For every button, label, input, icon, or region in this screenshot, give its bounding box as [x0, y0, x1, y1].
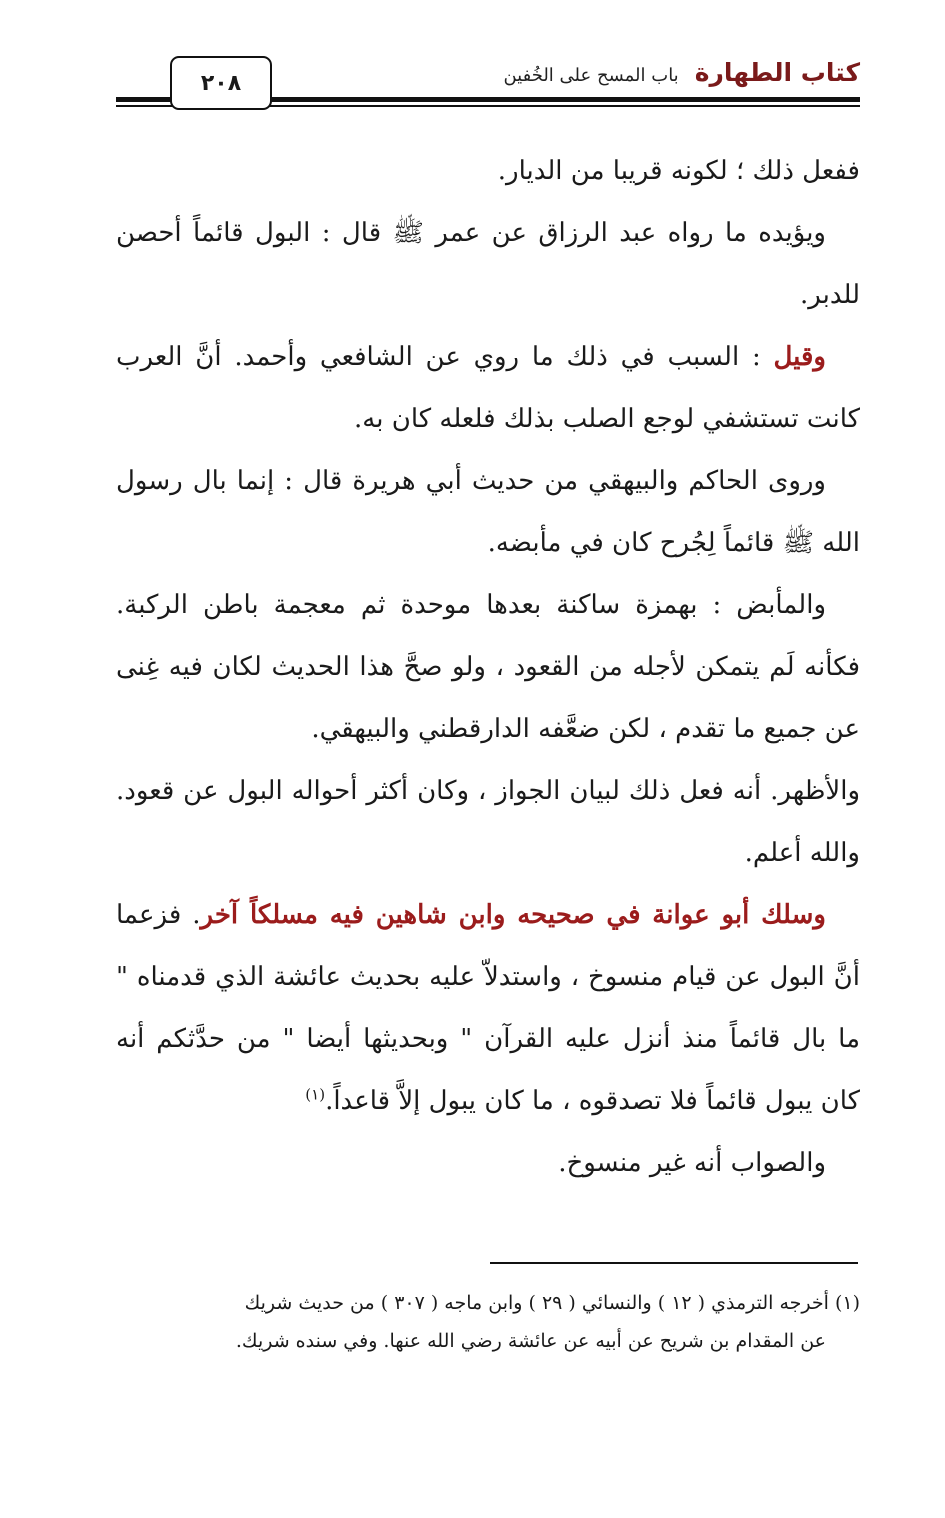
running-head	[503, 58, 860, 87]
paragraph-7	[116, 884, 860, 1132]
paragraph-3	[116, 326, 860, 450]
footnote-separator	[490, 1262, 858, 1264]
highlight-lead: وسلك أبو عوانة في صحيحه وابن شاهين فيه مسلكاً آخر	[200, 900, 826, 930]
paragraph-4: وروى الحاكم والبيهقي من حديث أبي هريرة قال : إنما بال رسول الله ﷺ قائماً لِجُرح كان في مأبضه.	[116, 466, 860, 558]
paragraph-3-text: : السبب في ذلك ما روي عن الشافعي وأحمد. أنَّ العرب كانت تستشفي لوجع الصلب بذلك فلعله كان به.	[116, 342, 860, 434]
book-title: كتاب الطهارة	[694, 58, 860, 87]
highlight-lead: وقيل	[773, 342, 826, 372]
paragraph-7-text: . فزعما أنَّ البول عن قيام منسوخ ، واستدلاّ عليه بحديث عائشة الذي قدمناه " ما بال قائماً منذ أنزل عليه القرآن " وبحديثها أيضا " من حدَّثكم أنه كان يبول قائماً فلا تصدقوه ، ما كان يبول إلاَّ قاعداً.	[116, 900, 860, 1116]
page-header	[116, 54, 860, 110]
main-text	[116, 140, 860, 1194]
footnotes	[116, 1284, 860, 1360]
page-number: ٢٠٨	[170, 56, 272, 110]
paragraph-1: ففعل ذلك ؛ لكونه قريبا من الديار.	[497, 156, 860, 186]
chapter-title: باب المسح على الخُفين	[503, 65, 679, 86]
paragraph-5: والمأبض : بهمزة ساكنة بعدها موحدة ثم معجمة باطن الركبة. فكأنه لَم يتمكن لأجله من القعود ، ولو صحَّ هذا الحديث لكان فيه غِنى عن جميع ما تقدم ، لكن ضعَّفه الدارقطني والبيهقي.	[116, 590, 860, 744]
footnote-reference[interactable]: (١)	[305, 1085, 326, 1104]
paragraph-2: ويؤيده ما رواه عبد الرزاق عن عمر ﷺ قال : البول قائماً أحصن للدبر.	[116, 218, 860, 310]
footnote-1-line-1: (١) أخرجه الترمذي ( ١٢ ) والنسائي ( ٢٩ ) وابن ماجه ( ٣٠٧ ) من حديث شريك	[244, 1292, 860, 1314]
paragraph-8: والصواب أنه غير منسوخ.	[558, 1148, 826, 1178]
footnote-1-line-2: عن المقدام بن شريح عن أبيه عن عائشة رضي الله عنها. وفي سنده شريك.	[235, 1330, 826, 1352]
paragraph-6: والأظهر. أنه فعل ذلك لبيان الجواز ، وكان أكثر أحواله البول عن قعود. والله أعلم.	[116, 776, 860, 868]
